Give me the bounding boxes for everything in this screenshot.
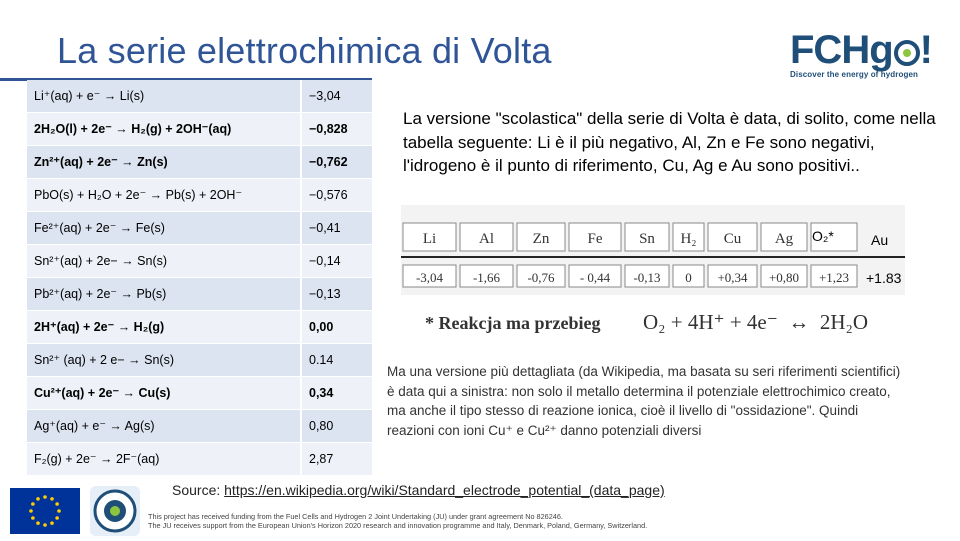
oxygen-reaction [425,305,925,345]
eu-star [43,495,47,499]
potential-cell: −0,41 [309,221,341,235]
eu-flag-logo [10,488,80,534]
table-row [27,212,372,245]
eu-star [43,523,47,527]
funding-footer [148,512,788,530]
source-line [172,482,665,498]
footer-line-1: This project has received funding from the Fuel Cells and Hydrogen 2 Joint Undertaking (JU) under grant agreement No 826246. [148,512,563,521]
scan-value-label: - 0,44 [579,270,611,285]
scan-value-label: 0 [685,270,692,285]
eu-stars-icon [10,488,80,534]
reaction-cell: Pb²⁺(aq) + 2e⁻ → Pb(s) [27,278,302,310]
scholastic-description: La versione "scolastica" della serie di Volta è data, di solito, come nella tabella seguente: Li è il più negativo, Al, Zn e Fe sono negativi, l'idrogeno è il punto di riferimento, Cu, Ag e Au sono positivi.. [403,109,936,175]
table-row [27,344,372,377]
scan-value-label: -0,13 [633,270,661,285]
potential-cell: −0,828 [309,122,348,136]
scan-value-label: -3,04 [415,270,444,285]
table-row [27,179,372,212]
au-label: Au [871,232,889,248]
scan-value-label: -1,66 [472,270,501,285]
reaction-cell: 2H⁺(aq) + 2e⁻ → H₂(g) [27,311,302,343]
reaction-cell: Fe²⁺(aq) + 2e⁻ → Fe(s) [27,212,302,244]
table-row [27,113,372,146]
logo-exclamation: ! [919,28,932,72]
eu-star [36,497,40,501]
scan-element-label: Ag [774,231,794,247]
source-link[interactable]: https://en.wikipedia.org/wiki/Standard_electrode_potential_(data_page) [224,482,665,498]
potential-cell: −3,04 [309,89,341,103]
table-row [27,80,372,113]
wikipedia-explanation: Ma una versione più dettagliata (da Wikipedia, ma basata su seri riferimenti scientifici) è data qui a sinistra: non solo il metallo determina il potenziale elettrochimico creato, ma anche il tipo stesso di reazione ionica, cioè il livello di "ossidazione". Quindi reazioni con ioni Cu⁺ e Cu²⁺ danno potenziali diversi [387,364,901,438]
scan-value-label: -0,76 [527,270,555,285]
eu-star [57,509,61,513]
fch-emblem-icon [90,486,140,536]
reaction-cell: F₂(g) + 2e⁻ → 2F⁻(aq) [27,443,302,475]
volta-series-table [401,205,905,295]
potential-cell: 0,00 [309,320,334,334]
page-title: La serie elettrochimica di Volta [57,30,552,71]
table-row [27,278,372,311]
logo-o-icon [894,40,920,66]
potential-cell: −0,576 [309,188,348,202]
scan-element-label: Zn [532,231,550,247]
scan-element-label: Cu [723,231,742,247]
table-row [27,146,372,179]
potential-table [27,80,372,476]
table-row [27,245,372,278]
reaction-formula: O₂ + 4H⁺ + 4e⁻ ↔ 2H₂O [643,310,868,334]
eu-star [36,521,40,525]
volta-series-image [401,205,905,295]
table-row [27,377,372,410]
reaction-cell: Sn²⁺(aq) + 2e− → Sn(s) [27,245,302,277]
eu-star [55,502,59,506]
scan-value-label: +0,34 [717,270,748,285]
potential-cell: 0.14 [309,353,334,367]
reaction-cell: Zn²⁺(aq) + 2e⁻ → Zn(s) [27,146,302,178]
potential-cell: −0,13 [309,287,341,301]
potential-cell: 0,80 [309,419,334,433]
scan-value-label: +1,23 [818,270,850,285]
logo-tagline: Discover the energy of hydrogen [790,70,919,79]
eu-star [50,497,54,501]
scan-element-label: Fe [587,231,603,247]
fch-ju-logo [90,486,140,536]
source-label: Source: [172,482,225,498]
eu-star [50,521,54,525]
logo-text: FCHg [790,28,893,72]
reaction-cell: PbO(s) + H₂O + 2e⁻ → Pb(s) + 2OH⁻ [27,179,302,211]
table-row [27,311,372,344]
logo-wordmark [790,30,940,70]
scan-element-label: Sn [639,231,655,247]
potential-cell: 2,87 [309,452,334,466]
table-row [27,410,372,443]
scan-element-label: H₂ [680,231,697,247]
reaction-cell: Ag⁺(aq) + e⁻ → Ag(s) [27,410,302,442]
reaction-cell: Sn²⁺ (aq) + 2 e− → Sn(s) [27,344,302,376]
reaction-cell: 2H₂O(l) + 2e⁻ → H₂(g) + 2OH⁻(aq) [27,113,302,145]
scan-value-label: +0,80 [768,270,800,285]
table-row [27,443,372,476]
eu-star [29,509,33,513]
scan-element-label: Al [479,231,494,247]
o2-label: O₂* [812,228,834,244]
eu-star [31,502,35,506]
reaction-cell: Li⁺(aq) + e⁻ → Li(s) [27,80,302,112]
reaction-label: * Reakcja ma przebieg [425,313,601,333]
eu-star [31,516,35,520]
potential-cell: 0,34 [309,386,334,400]
au-value: +1.83 [866,270,902,286]
reaction-cell: Cu²⁺(aq) + 2e⁻ → Cu(s) [27,377,302,409]
fchgo-logo [790,30,940,80]
scan-element-label: Li [422,231,437,247]
eu-star [55,516,59,520]
potential-cell: −0,762 [309,155,348,169]
potential-cell: −0,14 [309,254,341,268]
footer-line-2: The JU receives support from the European Union's Horizon 2020 research and innovation programme and Italy, Denmark, Poland, Germany, Switzerland. [148,521,648,530]
